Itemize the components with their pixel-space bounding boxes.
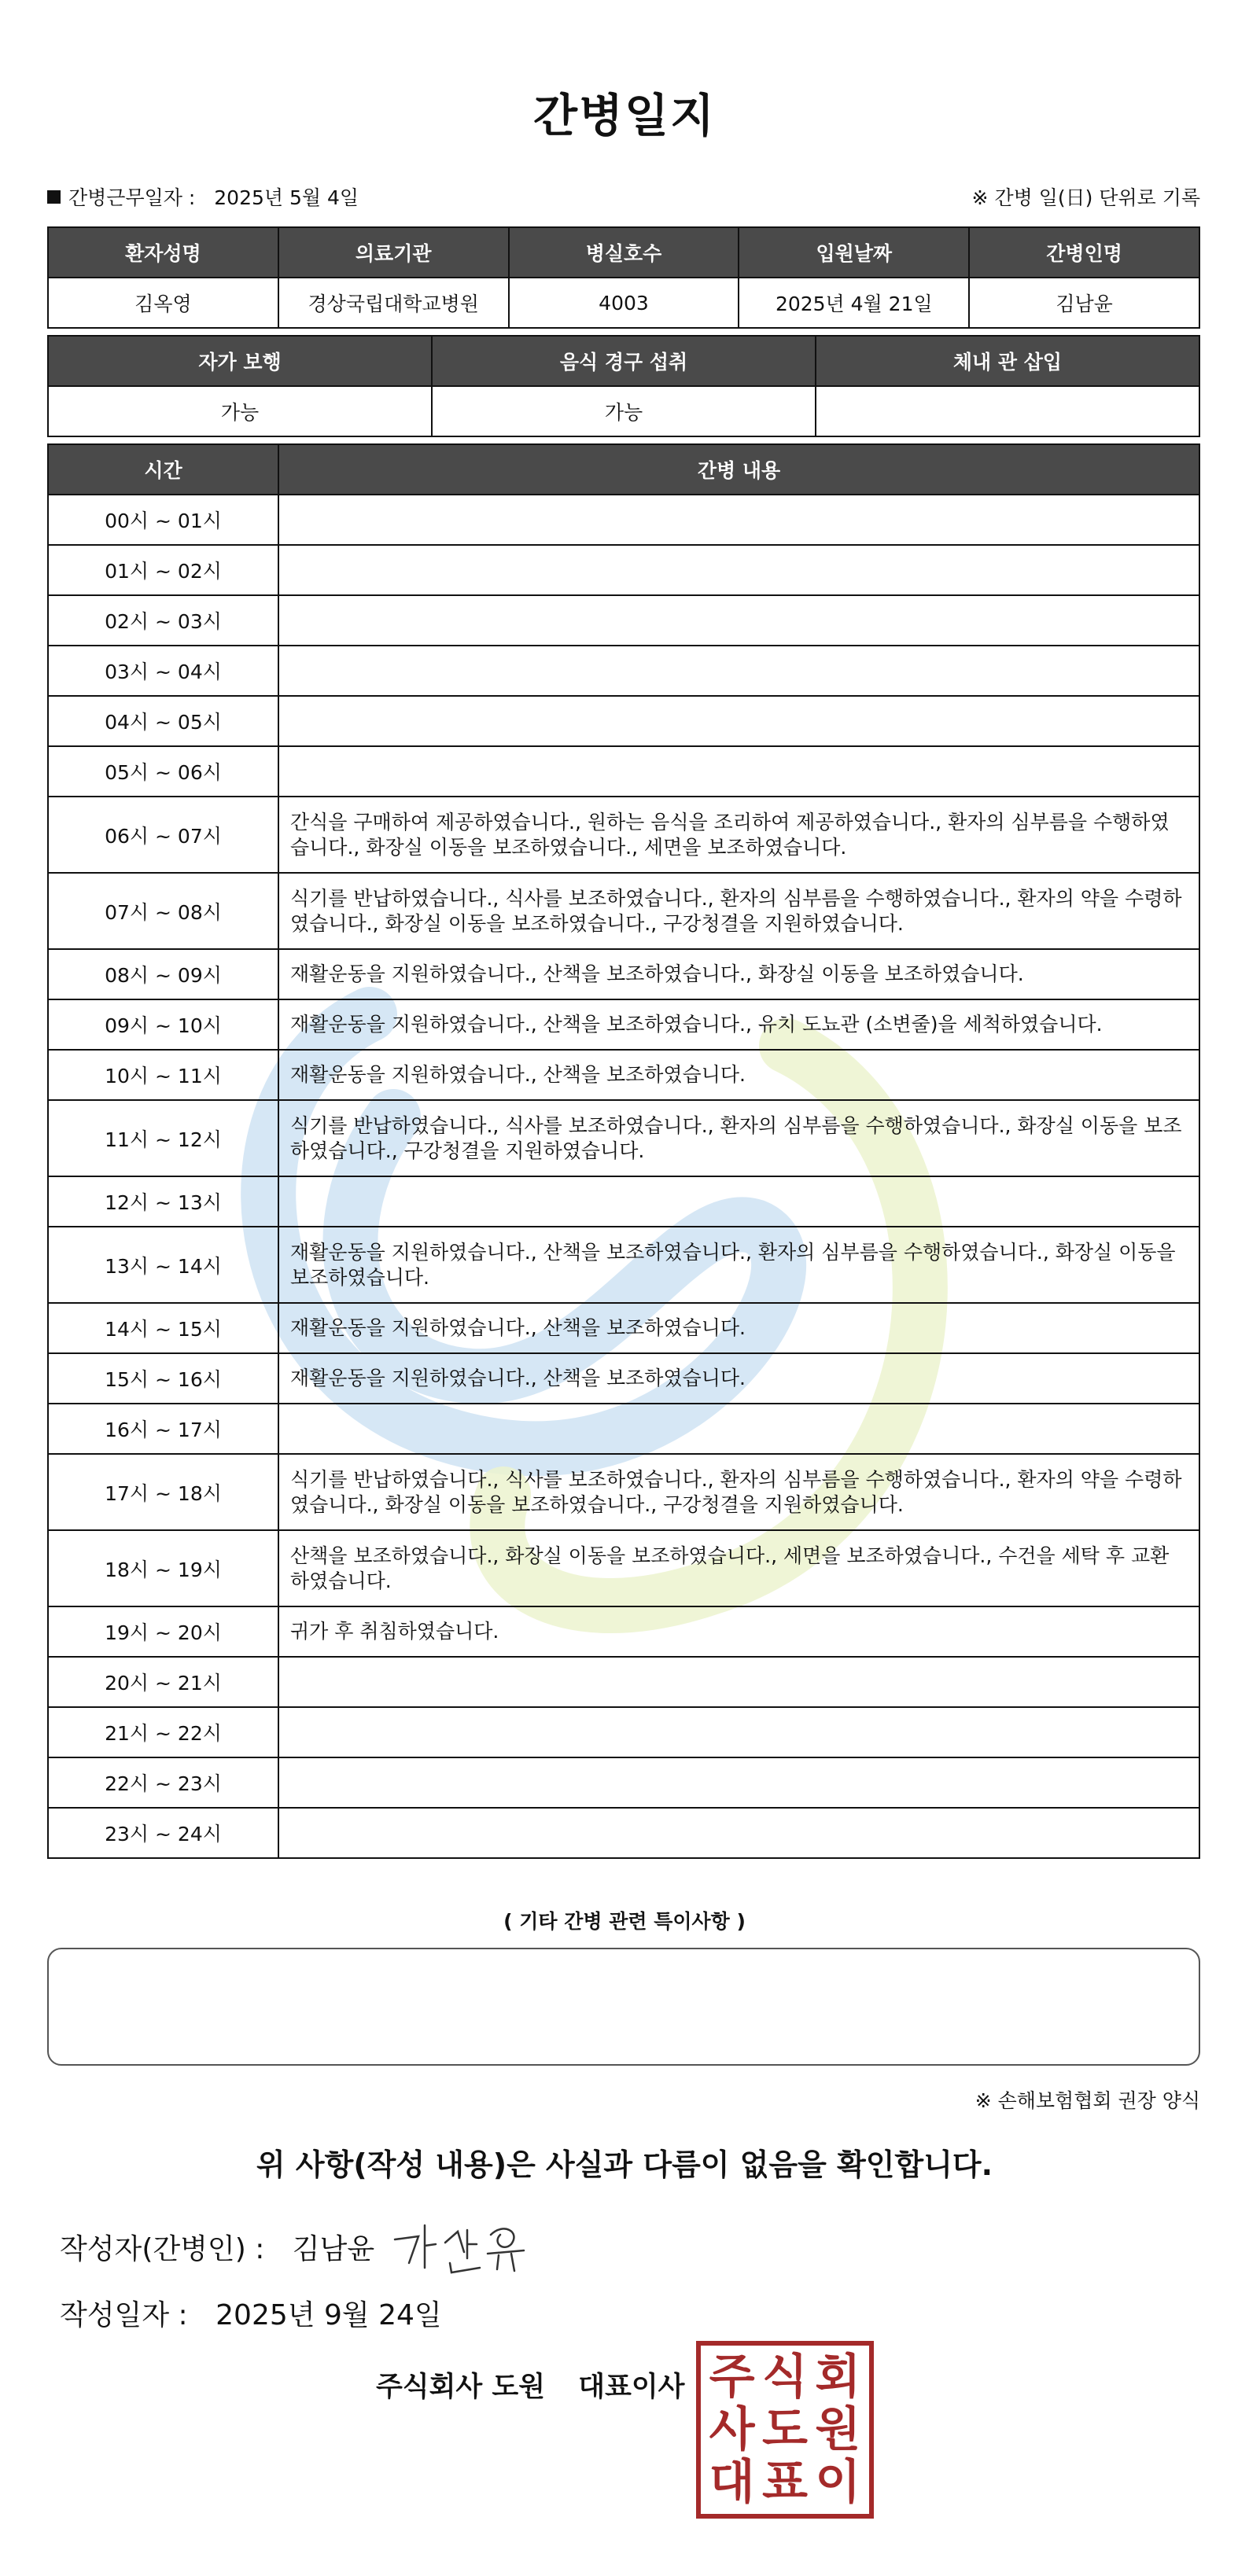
time-cell: 13시 ~ 14시: [48, 1227, 278, 1303]
header-patient-name: 환자성명: [48, 227, 278, 278]
content-cell: [278, 595, 1199, 646]
time-cell: 08시 ~ 09시: [48, 949, 278, 999]
care-log-header-row: [48, 444, 1199, 495]
table-row: [48, 545, 1199, 595]
company-line: [376, 2365, 684, 2405]
company-name: 주식회사 도원: [376, 2372, 546, 2403]
time-cell: 00시 ~ 01시: [48, 495, 278, 545]
content-cell: [278, 1404, 1199, 1454]
admission-date: 2025년 4월 21일: [739, 278, 969, 328]
seal-char: 표: [762, 2455, 808, 2511]
table-row: [48, 1808, 1199, 1858]
written-date-value: 2025년 9월 24일: [216, 2299, 442, 2331]
time-cell: 09시 ~ 10시: [48, 999, 278, 1050]
time-cell: 01시 ~ 02시: [48, 545, 278, 595]
header-caregiver: 간병인명: [969, 227, 1199, 278]
header-oral-intake: 음식 경구 섭취: [432, 336, 816, 386]
table-row: [48, 1707, 1199, 1757]
time-cell: 14시 ~ 15시: [48, 1303, 278, 1353]
bullet-square-icon: [47, 190, 61, 204]
table-row: [48, 999, 1199, 1050]
caregiver-name: 김남윤: [969, 278, 1199, 328]
content-cell: 재활운동을 지원하였습니다., 산책을 보조하였습니다.: [278, 1353, 1199, 1404]
remarks-box: [47, 1948, 1200, 2066]
content-cell: 간식을 구매하여 제공하였습니다., 원하는 음식을 조리하여 제공하였습니다., 환자의 심부름을 수행하였습니다., 화장실 이동을 보조하였습니다., 세면을 보조하였습니다.: [278, 797, 1199, 873]
content-cell: 재활운동을 지원하였습니다., 산책을 보조하였습니다.: [278, 1050, 1199, 1100]
content-cell: 귀가 후 취침하였습니다.: [278, 1606, 1199, 1657]
content-cell: 재활운동을 지원하였습니다., 산책을 보조하였습니다., 환자의 심부름을 수행하였습니다., 화장실 이동을 보조하였습니다.: [278, 1227, 1199, 1303]
tube-value: [816, 386, 1199, 436]
confirmation-statement: 위 사항(작성 내용)은 사실과 다름이 없음을 확인합니다.: [256, 2147, 993, 2182]
header-walking: 자가 보행: [48, 336, 432, 386]
content-cell: [278, 545, 1199, 595]
table-row: [48, 873, 1199, 949]
header-room: 병실호수: [509, 227, 739, 278]
status-header-row: [48, 336, 1199, 386]
patient-header-row: [48, 227, 1199, 278]
record-unit-note: ※ 간병 일(日) 단위로 기록: [971, 186, 1200, 209]
seal-char: 회: [815, 2349, 861, 2405]
table-row: [48, 595, 1199, 646]
seal-char: 이: [815, 2455, 861, 2511]
seal-char: 원: [815, 2401, 861, 2457]
content-cell: 산책을 보조하였습니다., 화장실 이동을 보조하였습니다., 세면을 보조하였습니다., 수건을 세탁 후 교환하였습니다.: [278, 1530, 1199, 1606]
content-cell: [278, 696, 1199, 746]
table-row: [48, 1404, 1199, 1454]
patient-value-row: [48, 278, 1199, 328]
time-cell: 10시 ~ 11시: [48, 1050, 278, 1100]
table-row: [48, 1050, 1199, 1100]
content-cell: [278, 1657, 1199, 1707]
content-cell: 식기를 반납하였습니다., 식사를 보조하였습니다., 환자의 심부름을 수행하였습니다., 환자의 약을 수령하였습니다., 화장실 이동을 보조하였습니다., 구강청결을 지원하였습니다.: [278, 873, 1199, 949]
content-cell: 식기를 반납하였습니다., 식사를 보조하였습니다., 환자의 심부름을 수행하였습니다., 환자의 약을 수령하였습니다., 화장실 이동을 보조하였습니다., 구강청결을 지원하였습니다.: [278, 1454, 1199, 1530]
work-date: [47, 182, 359, 211]
seal-char: 주: [709, 2349, 755, 2405]
table-row: [48, 1176, 1199, 1227]
hospital-name: 경상국립대학교병원: [278, 278, 509, 328]
seal-char: 식: [762, 2349, 808, 2405]
care-log-table: [47, 443, 1200, 1859]
table-row: [48, 746, 1199, 797]
table-row: [48, 1757, 1199, 1808]
patient-name: 김옥영: [48, 278, 278, 328]
table-row: [48, 495, 1199, 545]
table-row: [48, 1606, 1199, 1657]
time-cell: 16시 ~ 17시: [48, 1404, 278, 1454]
seal-char: 사: [709, 2401, 755, 2457]
time-cell: 17시 ~ 18시: [48, 1454, 278, 1530]
written-date-label: 작성일자 :: [60, 2299, 188, 2331]
time-cell: 23시 ~ 24시: [48, 1808, 278, 1858]
handwritten-signature: [385, 2208, 535, 2279]
work-date-label: 간병근무일자 :: [68, 186, 196, 209]
time-cell: 02시 ~ 03시: [48, 595, 278, 646]
time-cell: 11시 ~ 12시: [48, 1100, 278, 1176]
table-row: [48, 1303, 1199, 1353]
table-row: [48, 1530, 1199, 1606]
seal-char: 대: [709, 2455, 755, 2511]
table-row: [48, 797, 1199, 873]
content-cell: [278, 1757, 1199, 1808]
company-representative: 대표이사: [578, 2372, 685, 2403]
company-seal-stamp: [696, 2341, 874, 2519]
table-row: [48, 1657, 1199, 1707]
room-number: 4003: [509, 278, 739, 328]
content-cell: 식기를 반납하였습니다., 식사를 보조하였습니다., 환자의 심부름을 수행하였습니다., 화장실 이동을 보조하였습니다., 구강청결을 지원하였습니다.: [278, 1100, 1199, 1176]
table-row: [48, 646, 1199, 696]
time-cell: 20시 ~ 21시: [48, 1657, 278, 1707]
table-row: [48, 696, 1199, 746]
time-cell: 06시 ~ 07시: [48, 797, 278, 873]
content-cell: [278, 1707, 1199, 1757]
content-cell: 재활운동을 지원하였습니다., 산책을 보조하였습니다., 화장실 이동을 보조하였습니다.: [278, 949, 1199, 999]
content-cell: [278, 646, 1199, 696]
header-admission-date: 입원날짜: [739, 227, 969, 278]
time-cell: 03시 ~ 04시: [48, 646, 278, 696]
time-cell: 07시 ~ 08시: [48, 873, 278, 949]
table-row: [48, 1353, 1199, 1404]
document-title: 간병일지: [532, 89, 717, 142]
header-hospital: 의료기관: [278, 227, 509, 278]
work-date-value: 2025년 5월 4일: [214, 186, 359, 209]
time-cell: 15시 ~ 16시: [48, 1353, 278, 1404]
patient-status-table: [47, 335, 1200, 437]
time-cell: 22시 ~ 23시: [48, 1757, 278, 1808]
header-time: 시간: [48, 444, 278, 495]
meta-row: [47, 182, 1200, 214]
table-row: [48, 1100, 1199, 1176]
time-cell: 04시 ~ 05시: [48, 696, 278, 746]
oral-intake-value: 가능: [432, 386, 816, 436]
form-note: ※ 손해보험협회 권장 양식: [975, 2089, 1200, 2112]
time-cell: 05시 ~ 06시: [48, 746, 278, 797]
remarks-title: ( 기타 간병 관련 특이사항 ): [503, 1910, 746, 1933]
time-cell: 12시 ~ 13시: [48, 1176, 278, 1227]
content-cell: [278, 1176, 1199, 1227]
content-cell: [278, 495, 1199, 545]
status-value-row: [48, 386, 1199, 436]
header-care-content: 간병 내용: [278, 444, 1199, 495]
header-tube: 체내 관 삽입: [816, 336, 1199, 386]
walking-value: 가능: [48, 386, 432, 436]
writer-line: [60, 2227, 374, 2267]
table-row: [48, 1454, 1199, 1530]
content-cell: 재활운동을 지원하였습니다., 산책을 보조하였습니다.: [278, 1303, 1199, 1353]
table-row: [48, 949, 1199, 999]
table-row: [48, 1227, 1199, 1303]
content-cell: [278, 1808, 1199, 1858]
patient-info-table: [47, 226, 1200, 329]
time-cell: 18시 ~ 19시: [48, 1530, 278, 1606]
time-cell: 21시 ~ 22시: [48, 1707, 278, 1757]
seal-char: 도: [762, 2401, 808, 2457]
content-cell: 재활운동을 지원하였습니다., 산책을 보조하였습니다., 유치 도뇨관 (소변줄)을 세척하였습니다.: [278, 999, 1199, 1050]
writer-label: 작성자(간병인) :: [60, 2233, 265, 2265]
content-cell: [278, 746, 1199, 797]
time-cell: 19시 ~ 20시: [48, 1606, 278, 1657]
written-date-line: [60, 2293, 442, 2333]
writer-name: 김남윤: [292, 2233, 375, 2265]
